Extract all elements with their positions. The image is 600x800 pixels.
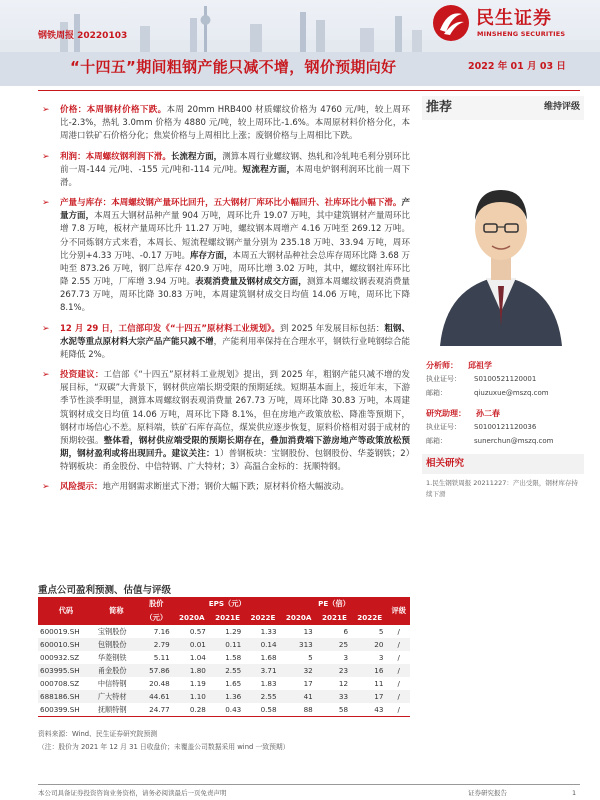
email-label: 邮箱： [426,388,447,397]
col-price: 股价 [139,597,174,611]
table-cell: 2.55 [210,664,245,677]
table-cell: 23 [317,664,352,677]
assistant-email[interactable]: sunerchun@mszq.com [474,436,554,445]
bullet-text: 本周 20mm HRB400 材质螺纹价格为 4760 元/吨，较上周环比-2.3%，热轧 3.0mm 价格为 4880 元/吨，较上周环比-1.6%。本周原材料价格分化，本周港口铁矿石价格分化；焦炭价格与上周相比上涨；废钢价格与上周相比下跌。 [60,105,410,142]
earnings-forecast-table [38,597,410,717]
table-notes [38,728,289,753]
table-cell: 16 [352,664,387,677]
table-cell: 3 [378,652,384,662]
bullet-text: 本周电炉钢利润环比前一周下滑。 [60,164,410,188]
rating-label: 维持评级 [543,102,580,112]
logo-chinese-text: 民生证券 [476,8,552,29]
col-year: 2020A [281,611,317,625]
bullet-head: 价格：本周钢材价格下跌。 [60,105,167,115]
table-cell: 抚顺特钢 [94,703,139,716]
bullet-text: ，产能利用率保持在合理水平，钢铁行业吨钢综合能耗降低 2%。 [60,336,410,360]
bullet-subhead: 库存方面， [190,250,233,261]
table-cell: 88 [281,703,317,716]
footer-disclaimer: 本公司具备证券投资咨询业务资格，请务必阅读最后一页免责声明 [38,789,227,797]
source-note: 资料来源：Wind、民生证券研究院预测 [38,730,158,738]
table-cell: 5.11 [153,652,170,662]
bullet-head: 风险提示： [60,482,103,493]
header-banner [0,0,600,86]
table-cell: 313 [281,638,317,651]
col-price-unit: （元） [139,611,174,625]
bullet-subhead: 粗钢、水泥等重点原材料大宗产品产能只减不增 [60,323,410,347]
table-cell: 1.19 [189,678,206,688]
bullet-text: 地产用钢需求断崖式下滑；钢价大幅下跌；原材料价格大幅波动。 [102,482,350,493]
table-cell: / [397,652,400,662]
table-cell: 0.43 [210,703,245,716]
col-pe: PE（倍） [281,597,388,611]
table-title: 重点公司盈利预测、估值与评级 [38,585,172,596]
recommend-label: 推荐 [426,100,453,115]
table-cell: 6 [343,626,349,636]
table-cell: / [387,664,410,677]
arrow-icon: ➢ [42,323,50,334]
table-cell: 44.61 [139,690,174,703]
table-cell: / [397,678,400,688]
table-cell: 1.58 [225,652,242,662]
table-row [38,664,410,677]
table-cell: 12 [338,678,349,688]
table-cell: 1.68 [260,652,277,662]
bullet-text: 到 2025 年发展目标包括： [279,323,385,334]
sidebar [422,96,584,499]
table-cell: 0.14 [245,638,280,651]
col-year: 2022E [245,611,280,625]
arrow-icon: ➢ [42,370,50,381]
table-cell: / [387,690,410,703]
assistant-role: 研究助理： [426,409,466,418]
table-cell: 32 [281,664,317,677]
bullet-head: 产量与库存：本周螺纹钢产量环比回升，五大钢材厂库环比小幅回升、社库环比小幅下滑。 [60,198,402,209]
table-cell: 1.36 [210,690,245,703]
analyst-email[interactable]: qiuzuxue@mszq.com [474,388,549,397]
bullet-subhead: 短流程方面， [242,164,296,175]
bullet-head: 利润：本周螺纹钢利润下滑。 [60,151,171,162]
bullet-subhead: 产量方面， [60,198,410,222]
bullet-text: 测算本周螺纹钢表观消费量 267.73 万吨，周环比降 30.83 万吨，本周建筑钢材成交日均值 14.06 万吨，周环比下降 8.1%。 [60,277,410,314]
related-research-title: 相关研究 [422,454,584,474]
bullet-text: 测算本周行业螺纹钢、热轧和冷轧吨毛利分别环比前一周-144 元/吨、-155 元/吨和-114 元/吨。 [60,151,410,175]
table-body [38,625,410,716]
footer-divider [38,784,580,785]
summary-column [38,104,410,502]
table-cell: 20 [352,638,387,651]
cert-label: 执业证号： [426,423,461,432]
table-cell: 17 [303,678,313,688]
arrow-icon: ➢ [42,151,50,162]
table-cell: 3 [343,652,349,662]
assistant-name: 孙二春 [476,409,500,418]
page-number: 1 [572,789,577,797]
bullet-price [38,104,410,144]
col-year: 2022E [352,611,387,625]
table-cell: 0.57 [189,626,206,636]
report-tag: 钢铁周报 20220103 [38,31,128,41]
table-row [38,625,410,638]
header-divider [38,90,580,91]
table-cell: / [387,703,410,716]
table-cell: 1.80 [174,664,210,677]
table-cell: 包钢股份 [94,638,139,651]
table-cell: 1.83 [260,678,277,688]
table-cell: 20.48 [149,678,170,688]
analyst-cert-no: S0100521120001 [474,375,537,384]
table-cell: / [387,638,410,651]
table-cell: 600399.SH [38,703,94,716]
table-cell: 甬金股份 [94,664,139,677]
analyst-info [426,358,584,400]
footer-doc-type: 证券研究报告 [468,789,507,797]
bullet-head: 投资建议： [60,370,104,381]
email-label: 邮箱： [426,436,447,445]
bullet-subhead: 建议关注： [171,449,215,460]
arrow-icon: ➢ [42,105,50,115]
table-cell: 0.01 [174,638,210,651]
price-note: （注：股价为 2021 年 12 月 31 日收盘价；未覆盖公司数据采用 wind 一致预期） [38,742,290,751]
table-cell: 1.10 [174,690,210,703]
rating-header [422,96,584,120]
table-cell: / [397,626,400,636]
bullet-profit [38,151,410,191]
table-cell: 11 [374,678,384,688]
bullet-subhead: 长流程方面， [170,151,223,162]
related-research-item[interactable]: 1.民生钢铁周报 20211227：产出受限，钢材库存持续下滑 [426,479,578,499]
bullet-head: 12 月 29 日，工信部印发《“十四五”原材料工业规划》。 [60,323,280,334]
table-cell: 24.77 [139,703,174,716]
table-cell: 17 [352,690,387,703]
bullet-subhead: 表观消费量及钢材成交方面， [195,277,307,288]
table-row [38,703,410,716]
cert-label: 执业证号： [426,375,461,384]
table-cell: 广大特材 [94,690,139,703]
table-cell: 7.16 [153,626,170,636]
col-eps: EPS（元） [174,597,281,611]
logo-english-text: MINSHENG SECURITIES [477,30,566,38]
table-cell: 57.86 [139,664,174,677]
bullet-text: 本周五大钢材品种产量 904 万吨，周环比升 19.07 万吨，其中建筑钢材产量周环比增 7.8 万吨，板材产量周环比升 11.27 万吨，螺纹钢本周增产 4.16 万吨至 269.12 万吨。分不同炼钢方式来看，本周长、短流程螺纹钢产量分别为 235.18 万吨、33.94 万吨，周环比分别+4.33 万吨、-0.17 万吨。 [60,211,410,261]
table-cell: 603995.SH [38,664,94,677]
table-row [38,638,410,651]
minsheng-logo [432,4,588,42]
bullet-investment-advice [38,369,410,474]
table-row [38,677,410,690]
report-title: “十四五”期间粗钢产能只减不增，钢价预期向好 [70,58,397,76]
table-cell: 0.28 [174,703,210,716]
table-cell: 0.11 [210,638,245,651]
bullet-subhead: 整体看，钢材供应端受限的预期长期存在，叠加消费端下游房地产等政策放松预期，钢材盈利或将出现回升。 [60,435,410,460]
table-cell: 2.79 [139,638,174,651]
bullet-text: 工信部《“十四五”原材料工业规划》提出，到 2025 年，粗钢产能只减不增的发展目标，“双碳”大背景下，钢材供应端长期受限的预期延续。短期基本面上，接近年末，下游季节性淡季明显，测算本周螺纹钢表观消费量 267.73 万吨，周环比降 30.83 万吨，本周建筑钢材成交日均值 14.06 万吨，周环比下降 8.1%，但在房地产政策放松、降准等预期下，钢材市场信心不差。原料端，铁矿石库存高位，煤炭供应逐步恢复，原料价格相对弱于成材的预期较强。 [60,370,410,446]
table-cell: 13 [303,626,313,636]
table-cell: 0.58 [245,703,280,716]
col-code: 代码 [38,597,94,625]
assistant-cert-no: S0100121120036 [474,423,537,432]
report-date: 2022 年 01 月 03 日 [468,61,566,72]
table-row [38,651,410,664]
col-year: 2021E [210,611,245,625]
col-year: 2021E [317,611,352,625]
arrow-icon: ➢ [42,198,50,209]
table-cell: 25 [317,638,352,651]
table-cell: 5 [308,652,313,662]
bullet-risk [38,481,410,494]
table-cell: 1.65 [225,678,242,688]
table-row [38,690,410,703]
table-cell: 1.29 [225,626,242,636]
analyst-name: 邱祖学 [468,361,492,370]
analyst-photo [426,136,576,346]
arrow-icon: ➢ [42,482,50,493]
bullet-text: 1）普钢板块：宝钢股份、包钢股份、华菱钢铁；2）特钢板块：甬金股份、中信特钢、广大特材；3）高温合金标的：抚顺特钢。 [60,449,410,473]
table-cell: 华菱钢铁 [97,652,127,662]
col-name: 简称 [94,597,139,625]
assistant-info [426,406,584,448]
bullet-text: 本周五大钢材品种社会总库存周环比降 3.68 万吨至 873.26 万吨，钢厂总库存 420.9 万吨，周环比增 3.02 万吨，其中，螺纹钢社库环比降 2.55 万吨，厂库增 3.94 万吨。 [60,250,410,288]
bullet-output-inventory [38,197,410,316]
table-cell: 000932.SZ [40,652,80,662]
col-year: 2020A [174,611,210,625]
table-cell: 000708.SZ [40,678,80,688]
table-cell: 1.04 [189,652,206,662]
bullet-policy [38,323,410,363]
table-cell: 33 [317,690,352,703]
table-cell: 5 [378,626,384,636]
minsheng-logo-icon [432,4,470,42]
analyst-role: 分析师： [426,361,458,370]
table-cell: 宝钢股份 [97,626,127,636]
table-cell: 中信特钢 [97,678,127,688]
table-cell: 600019.SH [40,626,80,636]
table-cell: 600010.SH [38,638,94,651]
table-cell: 41 [281,690,317,703]
table-cell: 688186.SH [38,690,94,703]
table-cell: 1.33 [260,626,277,636]
table-cell: 3.71 [245,664,280,677]
table-cell: 2.55 [245,690,280,703]
col-rating: 评级 [387,597,410,625]
table-cell: 43 [352,703,387,716]
table-cell: 58 [317,703,352,716]
